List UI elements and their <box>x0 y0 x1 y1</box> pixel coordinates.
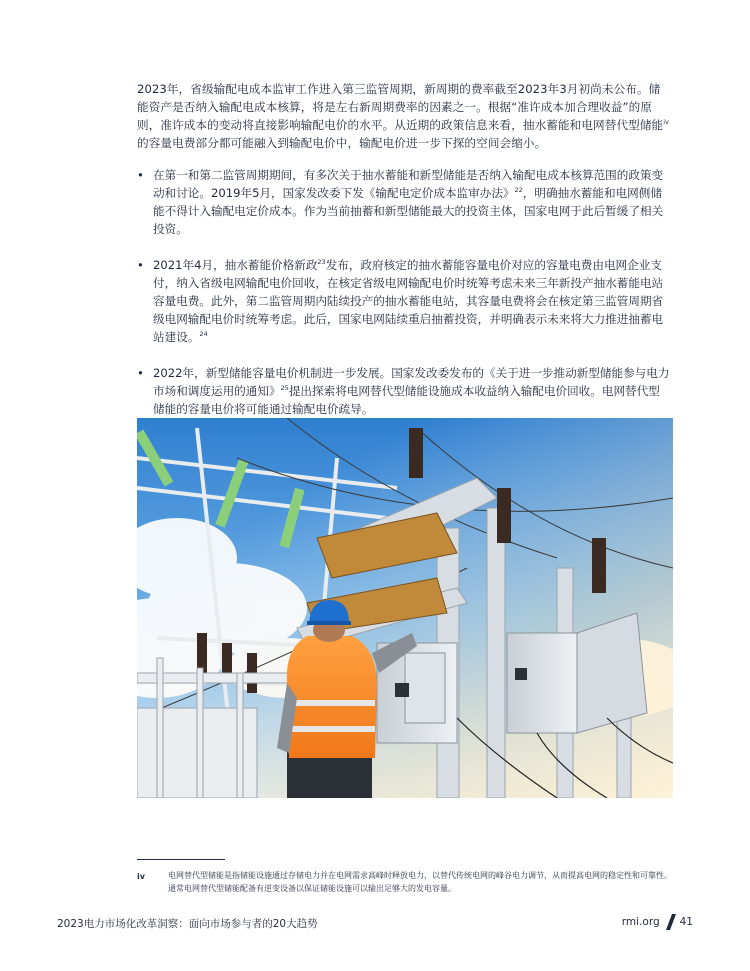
bullet-text: 2022年，新型储能容量电价机制进一步发展。国家发改委发布的《关于进一步推动新型储能参与电力市场和调度运用的通知》 <box>153 366 670 398</box>
bullet-text: 2021年4月，抽水蓄能价格新政 <box>153 258 318 272</box>
bullet-text-tail: ，明确抽水蓄能和电网侧储能不得计入输配电定价成本。作为当前抽蓄和新型储能最大的投资主体，国家电网于此后暂缓了相关投资。 <box>153 186 664 236</box>
bullet-item-1 <box>137 166 670 238</box>
bullet-text-tail: 发布，政府核定的抽水蓄能容量电价对应的容量电费由电网企业支付，纳入省级电网输配电价回收，在核定省级电网输配电价时统筹考虑未来三年新投产抽水蓄能电站容量电费。此外，第二监管周期内陆续投产的抽水蓄能电站，其容量电费将会在核定第三监管周期省级电网输配电价时统筹考虑。此后，国家电网陆续重启抽蓄投资，并明确表示未来将大力推进抽蓄电站建设。 <box>153 258 664 344</box>
page-number: 41 <box>679 916 693 928</box>
footnote-divider <box>137 859 225 860</box>
slash-divider-icon <box>666 914 676 930</box>
footnote-mark: iv <box>137 872 145 881</box>
bullet-text: 在第一和第二监管周期期间，有多次关于抽水蓄能和新型储能是否纳入输配电成本核算范围的政策变动和讨论。2019年5月，国家发改委下发《输配电定价成本监审办法》 <box>153 168 664 200</box>
bullet-marker: • <box>137 366 144 380</box>
endnote-ref[interactable]: 25 <box>280 384 289 393</box>
endnote-ref[interactable]: 23 <box>317 258 326 267</box>
substation-worker-photo <box>137 418 673 798</box>
bullet-item-3 <box>137 364 670 418</box>
intro-text-tail: 的容量电费部分都可能融入到输配电价中，输配电价进一步下探的空间会缩小。 <box>137 136 547 150</box>
footer-report-title: 2023电力市场化改革洞察：面向市场参与者的20大趋势 <box>57 918 318 930</box>
footer-site-link[interactable]: rmi.org <box>621 916 660 928</box>
bullet-list <box>137 166 670 436</box>
intro-paragraph <box>137 80 670 152</box>
intro-text: 2023年，省级输配电成本监审工作进入第三监管周期，新周期的费率截至2023年3月初尚未公布。储能资产是否纳入输配电成本核算，将是左右新周期费率的因素之一。根据“准许成本加合理收益”的原则，准许成本的变动将直接影响输配电价的水平。从近期的政策信息来看，抽水蓄能和电网替代型储能 <box>137 82 664 132</box>
endnote-ref[interactable]: 22 <box>514 186 523 195</box>
bullet-item-2 <box>137 256 670 346</box>
footnote-text: 电网替代型储能是指储能设施通过存储电力并在电网需求高峰时释放电力，以替代传统电网的峰谷电力调节，从而提高电网的稳定性和可靠性。通常电网替代型储能配备有逆变设备以保证储能设施可以输出足够大的发电容量。 <box>168 871 672 893</box>
bullet-text-tail: 提出探索将电网替代型储能设施成本收益纳入输配电价回收。电网替代型储能的容量电价将可能通过输配电价疏导。 <box>153 384 660 416</box>
bullet-marker: • <box>137 168 144 182</box>
footnote-ref-iv[interactable]: iv <box>663 118 670 127</box>
footer-page-info <box>622 914 693 930</box>
bullet-marker: • <box>137 258 144 272</box>
endnote-ref[interactable]: 24 <box>199 330 208 339</box>
